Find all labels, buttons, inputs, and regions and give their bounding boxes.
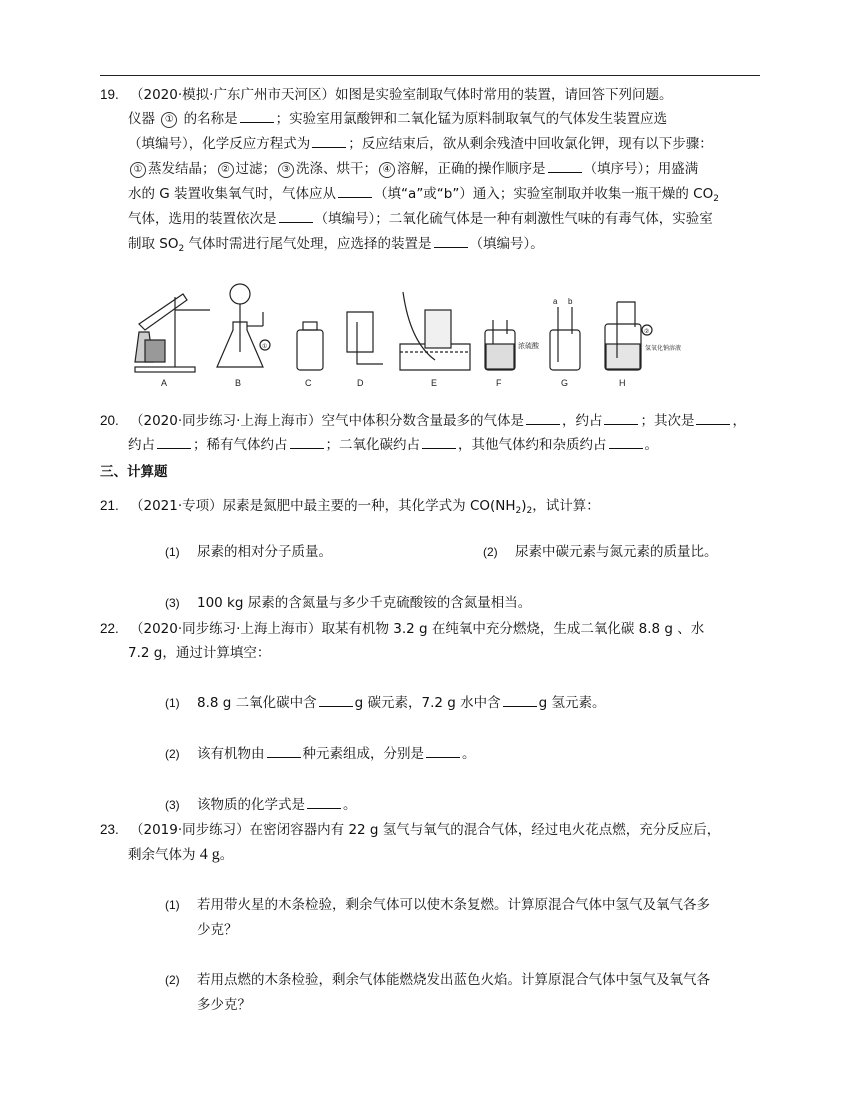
label-f: F xyxy=(496,378,502,388)
h-note: 氢氧化钠溶液 xyxy=(645,346,682,352)
answer-blank[interactable] xyxy=(157,434,191,449)
apparatus-figure xyxy=(125,282,685,392)
apparatus-d xyxy=(347,312,383,364)
q19-stem: 19. （2020·模拟·广东广州市天河区）如图是实验室制取气体时常用的装置，请回答下列问题。 xyxy=(100,82,770,108)
q20-line1: 20. （2020·同步练习·上海上海市）空气中体积分数含量最多的气体是 ，约占 ；其次是 ， xyxy=(100,408,770,434)
q23-stem: 23. （2019·同步练习）在密闭容器内有 22 g 氢气与氧气的混合气体，经过电火花点燃，充分反应后， xyxy=(100,817,770,843)
q23-item-2: (2) 若用点燃的木条检验，剩余气体能燃烧发出蓝色火焰。计算原混合气体中氢气及氧气各 xyxy=(165,972,710,988)
top-rule xyxy=(100,75,760,76)
apparatus-f xyxy=(485,320,515,370)
q21-item-2: (2) 尿素中碳元素与氮元素的质量比。 xyxy=(483,544,718,560)
q20-number: 20. xyxy=(100,413,119,428)
q22-number: 22. xyxy=(100,621,119,636)
q21-item-3: (3) 100 kg 尿素的含氮量与多少千克硫酸铵的含氮量相当。 xyxy=(165,595,532,611)
q23-item-2-cont: 多少克？ xyxy=(197,997,251,1013)
answer-blank[interactable] xyxy=(548,158,582,173)
q19-line2: 仪器 ① 的名称是 ；实验室用氯酸钾和二氧化锰为原料制取氧气的气体发生装置应选 xyxy=(128,107,768,132)
apparatus-a xyxy=(135,294,210,372)
port-a: a xyxy=(553,297,558,306)
answer-blank[interactable] xyxy=(434,233,468,248)
section-heading: 三、计算题 xyxy=(100,464,168,480)
label-g: G xyxy=(561,378,569,388)
label-d: D xyxy=(357,378,364,388)
q19-line6: 气体，选用的装置依次是 （填编号）；二氧化硫气体是一种有刺激性气味的有毒气体，实验室 xyxy=(128,207,768,232)
apparatus-c xyxy=(297,322,323,370)
q22-stem: 22. （2020·同步练习·上海上海市）取某有机物 3.2 g 在纯氧中充分燃烧，生成二氧化碳 8.8 g 、水 xyxy=(100,616,770,642)
label-a: A xyxy=(161,378,168,388)
answer-blank[interactable] xyxy=(319,692,353,707)
q21-number: 21. xyxy=(100,498,119,513)
answer-blank[interactable] xyxy=(279,208,313,223)
q22-item-1: (1) 8.8 g 二氧化碳中含 g 碳元素，7.2 g 水中含 g 氢元素。 xyxy=(165,691,605,716)
answer-blank[interactable] xyxy=(267,743,301,758)
q22-item-3: (3) 该物质的化学式是 。 xyxy=(165,793,357,818)
answer-blank[interactable] xyxy=(338,183,372,198)
answer-blank[interactable] xyxy=(503,692,537,707)
mark-2: ② xyxy=(644,329,650,335)
q21-item-1: (1) 尿素的相对分子质量。 xyxy=(165,544,332,560)
answer-blank[interactable] xyxy=(307,794,341,809)
answer-blank[interactable] xyxy=(526,410,560,425)
label-h: H xyxy=(619,378,626,388)
q23-item-1-cont: 少克？ xyxy=(197,922,238,938)
answer-blank[interactable] xyxy=(609,434,643,449)
apparatus-g xyxy=(550,307,580,370)
q23-item-1: (1) 若用带火星的木条检验，剩余气体可以使木条复燃。计算原混合气体中氢气及氧气各多 xyxy=(165,897,710,913)
answer-blank[interactable] xyxy=(290,434,324,449)
q21-stem: 21. （2021·专项）尿素是氮肥中最主要的一种，其化学式为 $CO(NH_2)_2$，试计算： xyxy=(100,493,770,524)
q22-item-2: (2) 该有机物由 种元素组成，分别是 。 xyxy=(165,742,476,767)
answer-blank[interactable] xyxy=(240,108,274,123)
apparatus-b xyxy=(217,284,270,367)
answer-blank[interactable] xyxy=(312,133,346,148)
q19-line4: ① 蒸发结晶； ② 过滤； ③ 洗涤、烘干； ④ 溶解，正确的操作顺序是 （填序号）；用盛满 xyxy=(128,157,768,182)
answer-blank[interactable] xyxy=(696,410,730,425)
port-b: b xyxy=(568,297,573,306)
q20-line2: 约占 ；稀有气体约占 ；二氧化碳约占 ，其他气体约和杂质约占 。 xyxy=(128,433,768,458)
f-note: 浓硫酸 xyxy=(518,343,539,350)
q23-number: 23. xyxy=(100,822,119,837)
q19-line5: 水的 G 装置收集氧气时，气体应从 （填“a”或“b”）通入；实验室制取并收集一瓶干燥的 $CO_2$ xyxy=(128,182,768,212)
label-c: C xyxy=(305,378,312,388)
q19-line7: 制取 $SO_2$ 气体时需进行尾气处理，应选择的装置是 （填编号）。 xyxy=(128,232,768,262)
q19-number: 19. xyxy=(100,87,119,102)
label-b: B xyxy=(235,378,242,388)
apparatus-e xyxy=(400,292,470,370)
q19-line3: （填编号），化学反应方程式为 ；反应结束后，欲从剩余残渣中回收氯化钾，现有以下步骤： xyxy=(128,132,768,157)
label-e: E xyxy=(431,378,438,388)
apparatus-h xyxy=(605,302,652,370)
q23-stem2: 剩余气体为 4 g。 xyxy=(128,846,234,863)
q22-stem2: 7.2 g，通过计算填空： xyxy=(128,645,271,661)
mark-1: ① xyxy=(262,344,268,350)
answer-blank[interactable] xyxy=(426,743,460,758)
answer-blank[interactable] xyxy=(604,410,638,425)
answer-blank[interactable] xyxy=(422,434,456,449)
